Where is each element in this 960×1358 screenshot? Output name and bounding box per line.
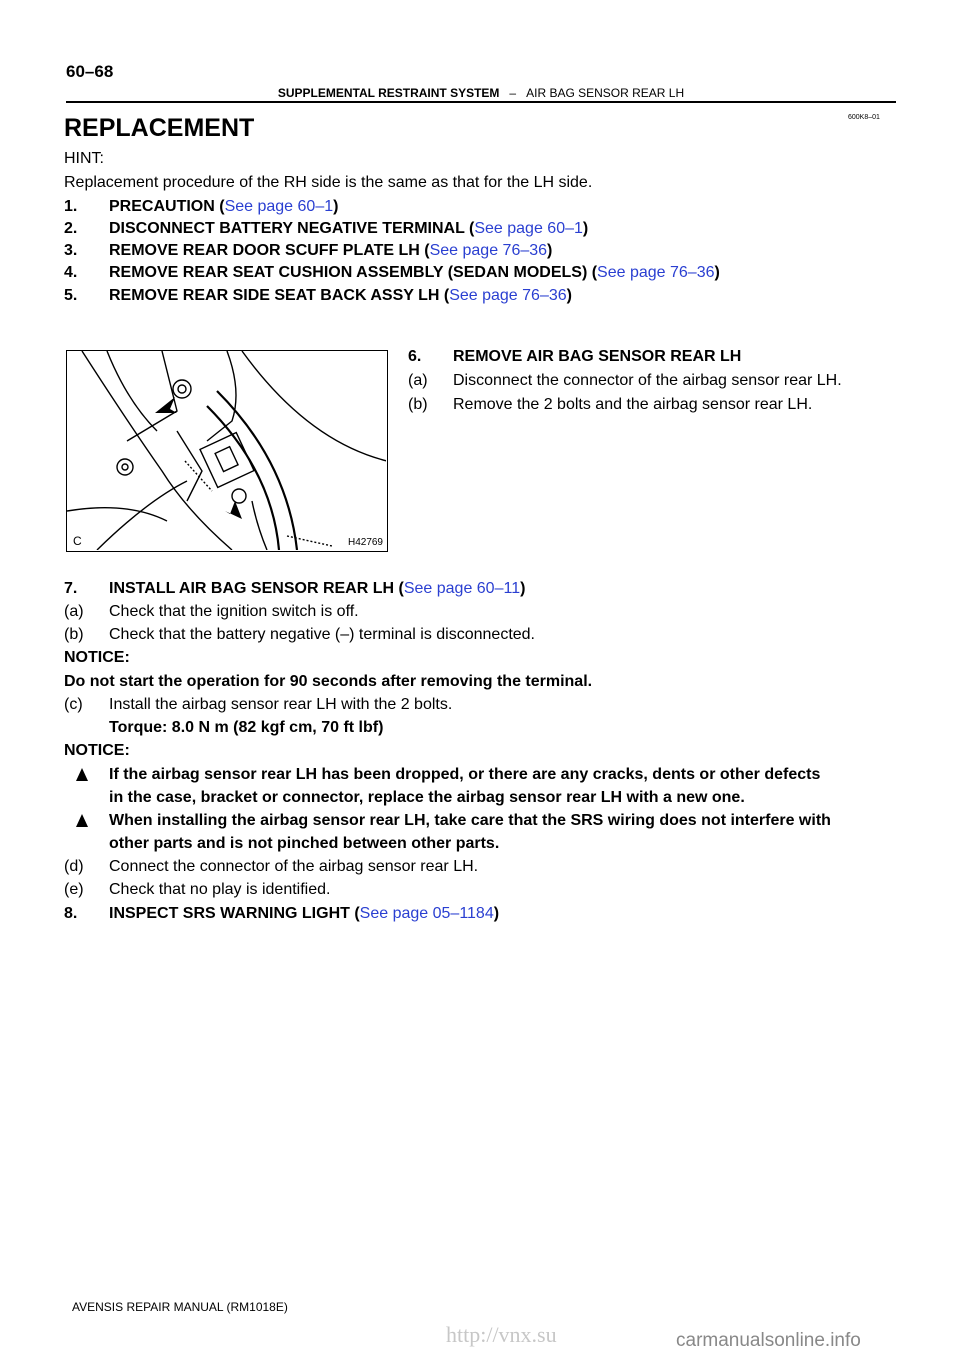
sub-label: (a) — [408, 372, 428, 389]
sub-label: (b) — [64, 626, 84, 643]
step-number: 1. — [64, 198, 78, 215]
step-number: 3. — [64, 242, 78, 259]
notice-label-2: NOTICE: — [64, 742, 130, 759]
step-8 — [64, 903, 499, 925]
notice-bullet-1-line1: If the airbag sensor rear LH has been dropped, or there are any cracks, dents or other defects — [109, 766, 821, 783]
step-close: ) — [333, 198, 339, 215]
sub-text: Remove the 2 bolts and the airbag sensor rear LH. — [453, 396, 813, 413]
site-url[interactable]: http://vnx.su — [446, 1322, 557, 1347]
step-number: 8. — [64, 905, 78, 922]
sub-label: (b) — [408, 396, 428, 413]
step-3 — [64, 240, 552, 262]
running-header — [66, 86, 896, 100]
step-7a — [64, 601, 359, 623]
page-title: REPLACEMENT — [64, 114, 255, 142]
step-number: 2. — [64, 220, 78, 237]
page-link[interactable]: See page 60–11 — [403, 580, 521, 597]
step-text: INSPECT SRS WARNING LIGHT ( — [109, 905, 360, 922]
notice-bullet-1-line2: in the case, bracket or connector, replace the airbag sensor rear LH with a new one. — [109, 789, 745, 806]
page-link[interactable]: See page 76–36 — [597, 264, 715, 281]
illustration-drawing — [67, 351, 386, 550]
notice-bullet-2-line1: When installing the airbag sensor rear LH, take care that the SRS wiring does not interfere with — [109, 812, 831, 829]
step-7b — [64, 624, 535, 646]
watermark: carmanualsonline.info — [676, 1330, 861, 1351]
step-7e — [64, 879, 330, 901]
step-text: INSTALL AIR BAG SENSOR REAR LH ( — [109, 580, 404, 597]
page-number: 60–68 — [66, 62, 114, 81]
notice-label: NOTICE: — [64, 649, 130, 666]
sub-label: (a) — [64, 603, 84, 620]
header-rule — [66, 101, 896, 103]
page-link[interactable]: See page 05–1184 — [359, 905, 494, 922]
bullet-triangle-icon — [76, 814, 88, 827]
sub-label: (d) — [64, 858, 84, 875]
step-text: REMOVE AIR BAG SENSOR REAR LH — [453, 348, 742, 365]
sensor-illustration — [66, 350, 388, 552]
step-7c — [64, 694, 452, 716]
arrow-upper-bolt — [155, 397, 177, 413]
page-footer: AVENSIS REPAIR MANUAL (RM1018E) — [72, 1300, 288, 1314]
document-id: 600K8–01 — [848, 114, 880, 121]
step-number: 5. — [64, 287, 78, 304]
step-7 — [64, 578, 525, 600]
sub-text: Check that the battery negative (–) terminal is disconnected. — [109, 626, 535, 643]
bullet-triangle-icon — [76, 768, 88, 781]
figure-code: H42769 — [347, 537, 383, 548]
sub-label: (c) — [64, 696, 83, 713]
step-text: PRECAUTION ( — [109, 198, 225, 215]
section-title: SUPPLEMENTAL RESTRAINT SYSTEM — [277, 86, 500, 100]
step-5 — [64, 285, 572, 307]
sub-text: Disconnect the connector of the airbag sensor rear LH. — [453, 372, 842, 389]
hint-label: HINT: — [64, 150, 104, 167]
page-link[interactable]: See page 60–1 — [474, 220, 583, 237]
sub-text: Install the airbag sensor rear LH with the 2 bolts. — [109, 696, 453, 713]
page-link[interactable]: See page 60–1 — [224, 198, 334, 215]
sub-label: (e) — [64, 881, 84, 898]
sub-text: Check that the ignition switch is off. — [109, 603, 359, 620]
step-number: 7. — [64, 580, 78, 597]
arrow-lower-bolt — [225, 501, 242, 519]
step-close: ) — [547, 242, 553, 259]
step-close: ) — [582, 220, 589, 237]
figure-corner-label: C — [73, 534, 82, 548]
notice-bullet-2-line2: other parts and is not pinched between other parts. — [109, 835, 500, 852]
step-1 — [64, 196, 338, 218]
step-2 — [64, 218, 588, 240]
step-text: REMOVE REAR SEAT CUSHION ASSEMBLY (SEDAN MODELS) ( — [109, 264, 598, 281]
step-close: ) — [493, 905, 500, 922]
step-number: 4. — [64, 264, 78, 281]
sub-text: Check that no play is identified. — [109, 881, 331, 898]
page-link[interactable]: See page 76–36 — [449, 287, 567, 304]
hint-text: Replacement procedure of the RH side is the same as that for the LH side. — [64, 174, 593, 191]
page-link[interactable]: See page 76–36 — [429, 242, 548, 259]
step-4 — [64, 262, 720, 284]
notice-text: Do not start the operation for 90 seconds after removing the terminal. — [64, 673, 593, 690]
step-text: REMOVE REAR DOOR SCUFF PLATE LH ( — [109, 242, 430, 259]
step-close: ) — [714, 264, 720, 281]
subsection-title: AIR BAG SENSOR REAR LH — [526, 86, 685, 100]
step-7d — [64, 856, 478, 878]
step-text: REMOVE REAR SIDE SEAT BACK ASSY LH ( — [109, 287, 450, 304]
step-text: DISCONNECT BATTERY NEGATIVE TERMINAL ( — [109, 220, 475, 237]
torque-spec: Torque: 8.0 N m (82 kgf cm, 70 ft lbf) — [109, 719, 384, 736]
step-6b — [408, 394, 812, 416]
step-close: ) — [566, 287, 572, 304]
header-separator: – — [509, 86, 517, 100]
step-number: 6. — [408, 348, 422, 365]
step-close: ) — [520, 580, 526, 597]
sub-text: Connect the connector of the airbag sensor rear LH. — [109, 858, 479, 875]
step-6 — [408, 346, 741, 368]
step-6a — [408, 370, 842, 392]
